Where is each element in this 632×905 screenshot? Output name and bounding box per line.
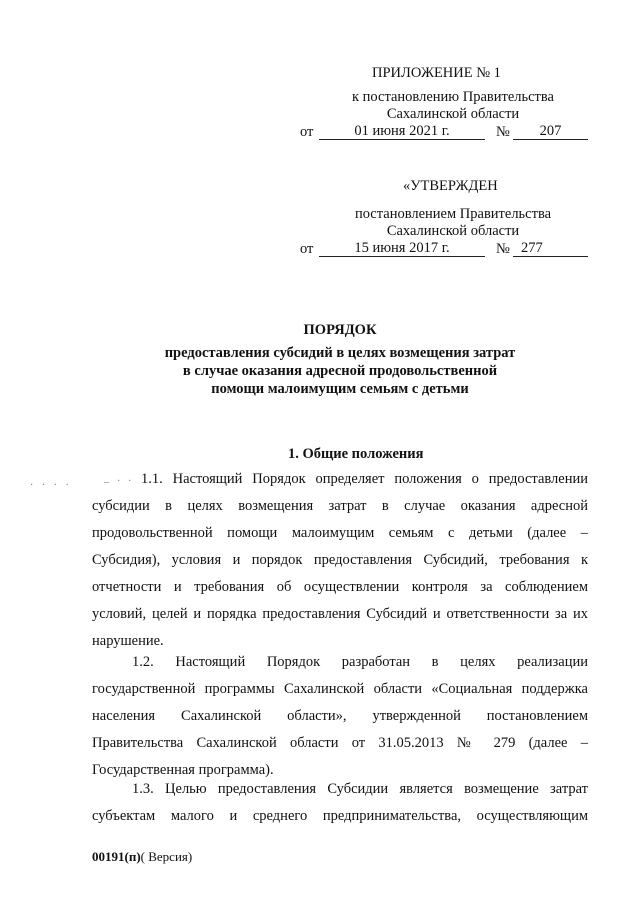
footer-version: ( Версия) — [140, 849, 193, 864]
paragraph-1-1 — [92, 466, 588, 655]
footer-code: 00191(п) — [92, 849, 141, 864]
approved-number-underline — [513, 256, 588, 257]
appendix-line-2: Сахалинской области — [386, 106, 520, 122]
paragraph-line: нарушение. — [92, 633, 164, 649]
approved-line-1: постановлением Правительства — [354, 206, 552, 222]
paragraph-1-2 — [92, 649, 588, 784]
paragraph-line: населения Сахалинской области», утвержденной постановлением — [92, 708, 588, 724]
approved-date: 15 июня 2017 г. — [354, 240, 450, 256]
paragraph-line: 1.1. Настоящий Порядок определяет положения о предоставлении — [141, 471, 588, 487]
appendix-title: ПРИЛОЖЕНИЕ № 1 — [372, 65, 501, 81]
section-heading: 1. Общие положения — [288, 446, 424, 462]
document-subtitle-line-3: помощи малоимущим семьям с детьми — [211, 381, 469, 397]
appendix-line-1: к постановлению Правительства — [352, 89, 554, 105]
paragraph-line: Государственная программа). — [92, 762, 274, 778]
paragraph-line: отчетности и требования об осуществлении контроля за соблюдением — [92, 579, 588, 595]
paragraph-line: Субсидия), условия и порядок предоставления Субсидий, требования к — [92, 552, 588, 568]
paragraph-line: государственной программы Сахалинской области «Социальная поддержка — [92, 681, 588, 697]
approved-from-label: от — [300, 241, 314, 257]
appendix-date: 01 июня 2021 г. — [354, 123, 450, 139]
approved-date-underline — [319, 256, 485, 257]
paragraph-line: условий, целей и порядка предоставления Субсидий и ответственности за их — [92, 606, 588, 622]
approved-title: «УТВЕРЖДЕН — [403, 178, 498, 194]
appendix-number-underline — [513, 139, 588, 140]
appendix-date-underline — [319, 139, 485, 140]
footer — [92, 849, 192, 865]
paragraph-line: субсидии в целях возмещения затрат в случае оказания адресной — [92, 498, 588, 514]
approved-number: 277 — [521, 240, 543, 256]
scan-artifact: _ . . — [104, 473, 134, 484]
paragraph-line: продовольственной помощи малоимущим семьям с детьми (далее – — [92, 525, 588, 541]
paragraph-1-3 — [92, 776, 588, 830]
approved-no-label: № — [496, 241, 510, 257]
scan-artifact: · · · · — [30, 480, 72, 491]
document-title: ПОРЯДОК — [303, 322, 377, 338]
document-subtitle-line-1: предоставления субсидий в целях возмещения затрат — [164, 345, 516, 361]
paragraph-line: 1.2. Настоящий Порядок разработан в целях реализации — [132, 654, 588, 670]
document-subtitle-line-2: в случае оказания адресной продовольственной — [182, 363, 498, 379]
paragraph-line: субъектам малого и среднего предпринимательства, осуществляющим — [92, 808, 588, 824]
approved-line-2: Сахалинской области — [386, 223, 520, 239]
paragraph-line: 1.3. Целью предоставления Субсидии является возмещение затрат — [132, 781, 588, 797]
appendix-from-label: от — [300, 124, 314, 140]
paragraph-line: Правительства Сахалинской области от 31.05.2013 № 279 (далее – — [92, 735, 588, 751]
appendix-number: 207 — [539, 123, 562, 139]
appendix-no-label: № — [496, 124, 510, 140]
